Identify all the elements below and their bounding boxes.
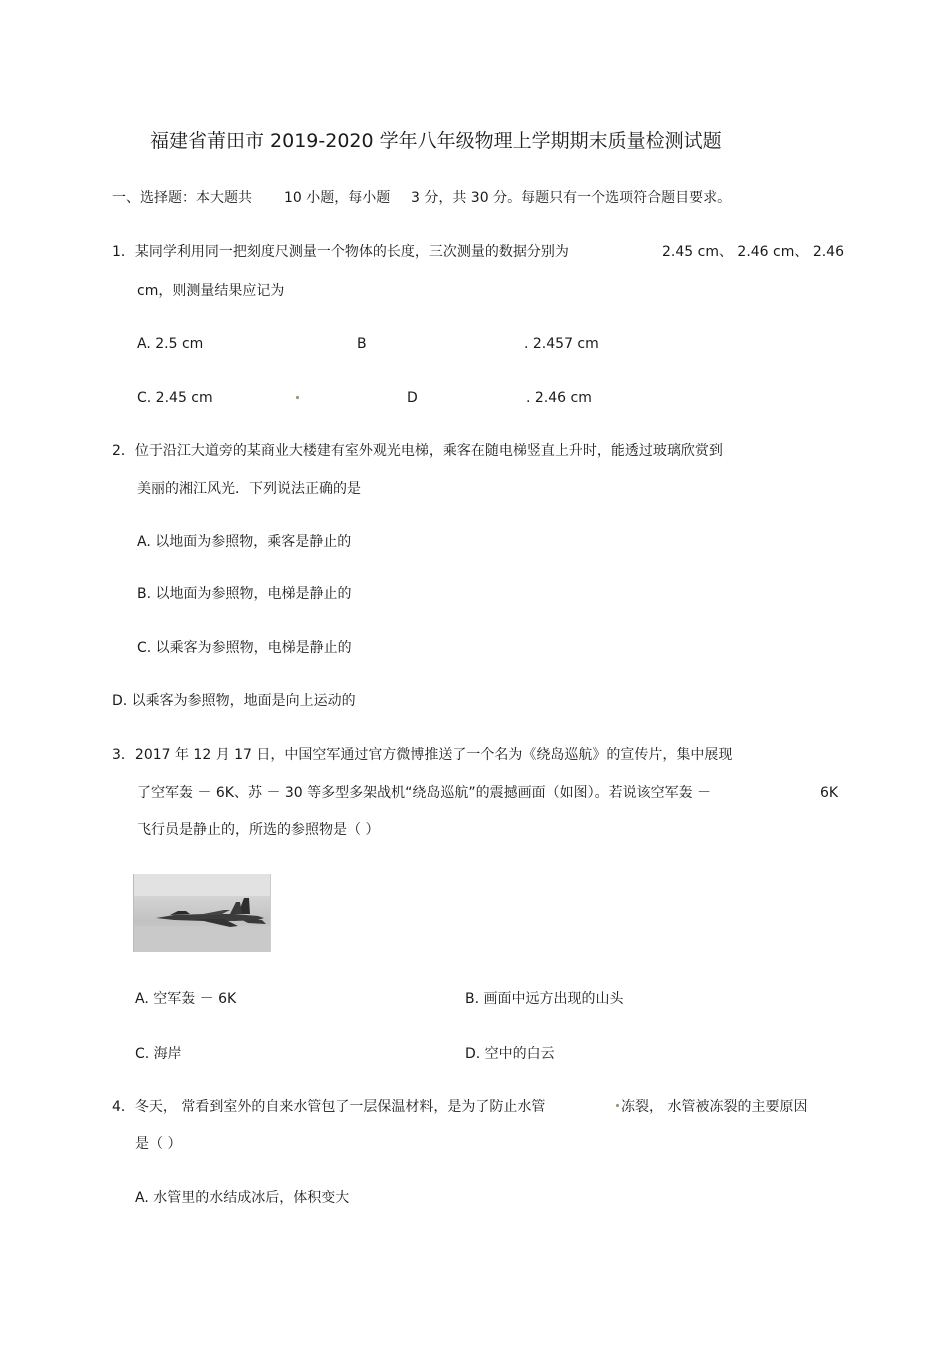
q4-stem-cont: 是（ ） [135, 1136, 182, 1152]
section-heading: 一、选择题：本大题共 [112, 190, 252, 206]
q1-data: 2.45 cm、 2.46 cm、 2.46 [662, 244, 844, 260]
q3-stem: 3．2017 年 12 月 17 日，中国空军通过官方微博推送了一个名为《绕岛巡航》的宣传片，集中展现 [112, 747, 733, 763]
scan-speck [616, 1104, 619, 1107]
q1-option-d-letter: D [407, 390, 418, 406]
q1-option-d: . 2.46 cm [526, 390, 592, 406]
q4-option-a: A. 水管里的水结成冰后，体积变大 [135, 1190, 350, 1206]
q2-stem: 2．位于沿江大道旁的某商业大楼建有室外观光电梯，乘客在随电梯竖直上升时，能透过玻璃欣赏到 [112, 443, 723, 459]
page-title: 福建省莆田市 2019-2020 学年八年级物理上学期期末质量检测试题 [150, 130, 722, 152]
section-count: 10 小题，每小题 [284, 190, 391, 206]
q3-option-c: C. 海岸 [135, 1046, 182, 1062]
q3-option-d: D. 空中的白云 [465, 1046, 555, 1062]
section-points: 3 分，共 30 分。每题只有一个选项符合题目要求。 [411, 190, 732, 206]
q2-option-c: C. 以乘客为参照物，电梯是静止的 [137, 640, 352, 656]
q1-option-b: . 2.457 cm [524, 336, 599, 352]
q2-option-a: A. 以地面为参照物，乘客是静止的 [137, 534, 352, 550]
q3-stem-question: 飞行员是静止的，所选的参照物是（ ） [137, 822, 380, 838]
q4-stem: 4．冬天， 常看到室外的自来水管包了一层保温材料，是为了防止水管 [112, 1099, 546, 1115]
q4-stem-part2: 冻裂， 水管被冻裂的主要原因 [621, 1099, 808, 1115]
q3-option-b: B. 画面中远方出现的山头 [465, 991, 624, 1007]
scan-speck [296, 396, 299, 399]
q3-stem-cont-end: 6K [820, 785, 839, 801]
q2-stem-cont: 美丽的湘江风光．下列说法正确的是 [137, 481, 361, 497]
fighter-jet-photo [133, 874, 271, 952]
q2-option-d: D. 以乘客为参照物，地面是向上运动的 [112, 693, 356, 709]
fighter-jet-icon [134, 874, 270, 952]
q1-option-c: C. 2.45 cm [137, 390, 213, 406]
q1-option-b-letter: B [357, 336, 367, 352]
q1-option-a: A. 2.5 cm [137, 336, 204, 352]
q1-stem-cont: cm，则测量结果应记为 [137, 283, 285, 299]
q2-option-b: B. 以地面为参照物，电梯是静止的 [137, 586, 352, 602]
q1-stem: 1．某同学利用同一把刻度尺测量一个物体的长度，三次测量的数据分别为 [112, 244, 569, 260]
q3-option-a: A. 空军轰 － 6K [135, 991, 237, 1007]
q3-stem-cont: 了空军轰 － 6K、苏 － 30 等多型多架战机“绕岛巡航”的震撼画面（如图）。若说该空军轰 － [137, 785, 712, 801]
